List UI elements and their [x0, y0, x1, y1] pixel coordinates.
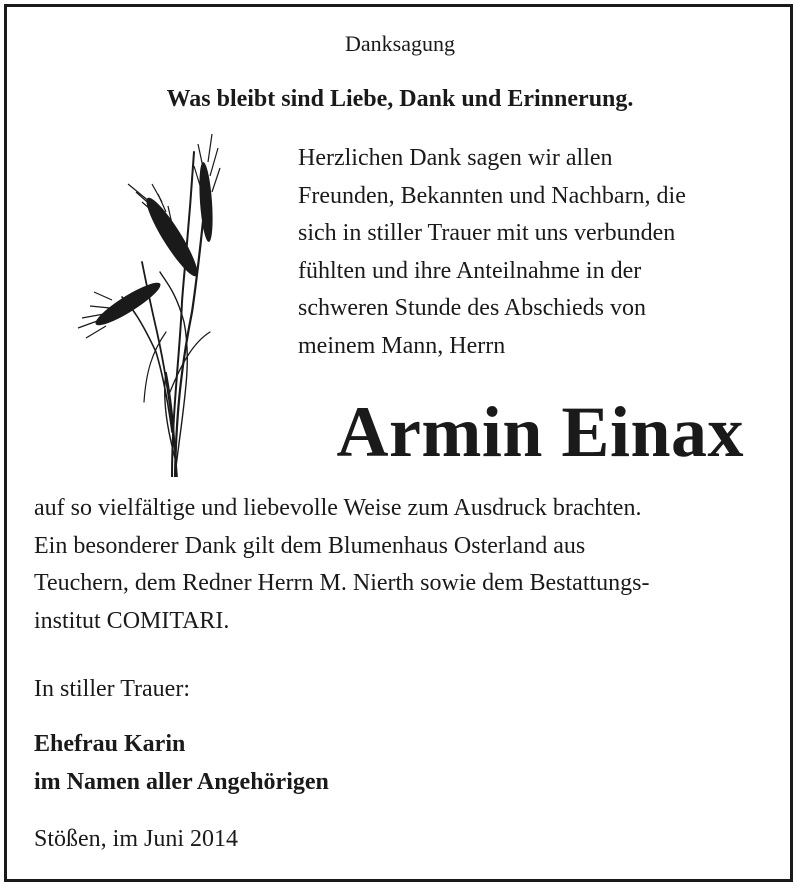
body-line: Ein besonderer Dank gilt dem Blumenhaus Osterland aus — [34, 532, 586, 559]
place-date: Stößen, im Juni 2014 — [34, 826, 239, 852]
intro-line: schweren Stunde des Abschieds von — [298, 295, 646, 321]
intro-line: Freunden, Bekannten und Nachbarn, die — [298, 182, 686, 209]
closing-phrase: In stiller Trauer: — [34, 676, 190, 702]
signers — [34, 726, 329, 801]
deceased-name: Armin Einax — [336, 392, 744, 472]
notice-motto: Was bleibt sind Liebe, Dank und Erinnerung. — [166, 86, 634, 112]
body-text — [34, 490, 649, 640]
wheat-ears-illustration — [72, 132, 240, 477]
intro-line: Herzlichen Dank sagen wir allen — [298, 145, 613, 171]
body-line: Teuchern, dem Redner Herrn M. Nierth sowie dem Bestattungs- — [34, 570, 650, 596]
intro-line: meinem Mann, Herrn — [298, 332, 506, 359]
intro-line: sich in stiller Trauer mit uns verbunden — [298, 220, 676, 246]
signer-line: Ehefrau Karin — [34, 731, 186, 757]
intro-text — [298, 140, 686, 365]
body-line: institut COMITARI. — [34, 607, 230, 634]
intro-line: fühlten und ihre Anteilnahme in der — [298, 257, 642, 284]
signer-line: im Namen aller Angehörigen — [34, 768, 329, 795]
body-line: auf so vielfältige und liebevolle Weise zum Ausdruck brachten. — [34, 495, 642, 521]
notice-title: Danksagung — [345, 31, 455, 56]
